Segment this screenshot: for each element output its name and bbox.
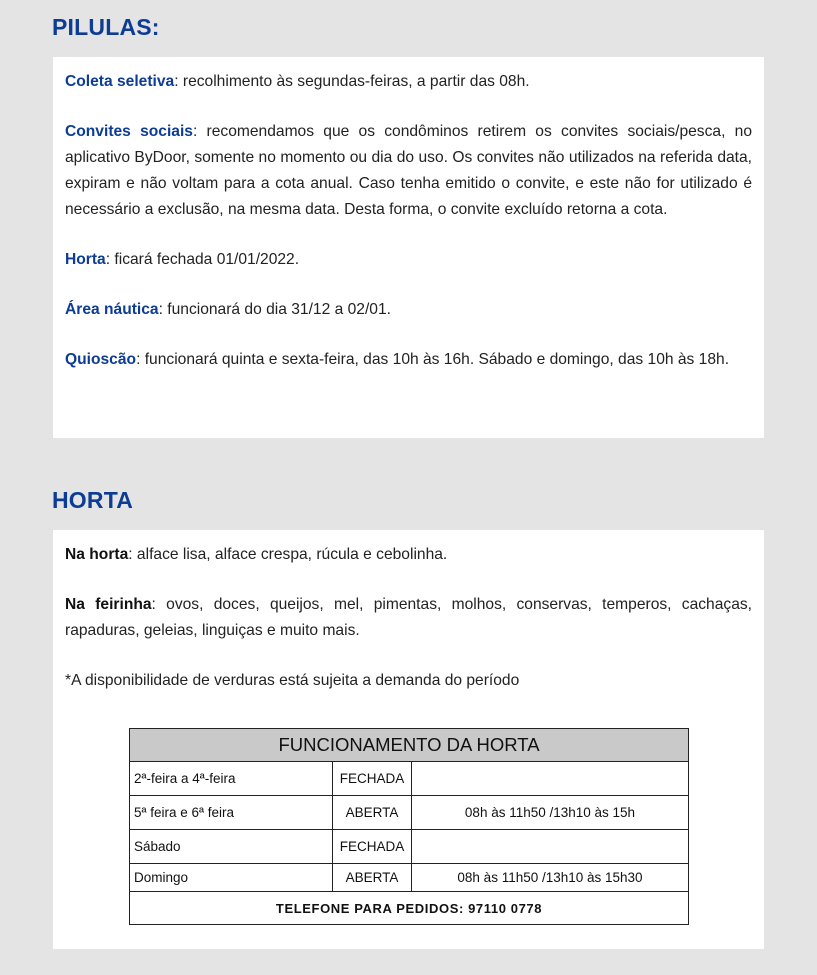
pilula-text: : recomendamos que os condôminos retirem os convites sociais/pesca, no aplicativo ByDoor, somente no momento ou dia do uso. Os convites não utilizados na referida data, expiram e não voltam para a cota anual. Caso tenha emitido o convite, e este não for utilizado é necessário a exclusão, na mesma data. Desta forma, o convite excluído retorna a cota.: [65, 123, 752, 218]
phone-orders: TELEFONE PARA PEDIDOS: 97110 0778: [130, 892, 689, 925]
pilula-label: Coleta seletiva: [65, 73, 175, 90]
table-cell-status: ABERTA: [333, 864, 412, 892]
horta-text: : ovos, doces, queijos, mel, pimentas, molhos, conservas, temperos, cachaças, rapaduras, geleias, linguiças e muito mais.: [65, 596, 752, 639]
horta-na-horta: [65, 542, 752, 568]
table-cell-status: FECHADA: [333, 762, 412, 796]
horta-title: HORTA: [52, 487, 134, 513]
pilula-text: : funcionará quinta e sexta-feira, das 10h às 16h. Sábado e domingo, das 10h às 18h.: [136, 351, 730, 368]
pilula-area-nautica: [65, 297, 752, 323]
horta-label: Na horta: [65, 546, 129, 563]
horta-label: Na feirinha: [65, 596, 152, 613]
table-cell-hours: 08h às 11h50 /13h10 às 15h30: [412, 864, 689, 892]
pilula-text: : recolhimento às segundas-feiras, a partir das 08h.: [174, 73, 530, 90]
pilula-label: Quioscão: [65, 351, 137, 368]
pilula-coleta-seletiva: [65, 69, 752, 95]
table-header-row: [130, 729, 689, 762]
table-cell-day: Domingo: [130, 864, 333, 892]
pilula-text: : ficará fechada 01/01/2022.: [105, 251, 300, 268]
pilula-text: : funcionará do dia 31/12 a 02/01.: [158, 301, 391, 318]
table-row: [130, 830, 689, 864]
table-cell-status: ABERTA: [333, 796, 412, 830]
table-cell-hours: [412, 762, 689, 796]
pilulas-card: [53, 57, 764, 438]
pilula-convites-sociais: [65, 119, 752, 223]
pilula-horta: [65, 247, 752, 273]
table-cell-status: FECHADA: [333, 830, 412, 864]
table-cell-day: Sábado: [130, 830, 333, 864]
table-phone-row: [130, 892, 689, 925]
pilula-label: Área náutica: [65, 301, 159, 318]
table-cell-day: 2ª-feira a 4ª-feira: [130, 762, 333, 796]
pilulas-title: PILULAS:: [52, 14, 160, 40]
horta-text: : alface lisa, alface crespa, rúcula e cebolinha.: [128, 546, 448, 563]
pilula-quioscao: [65, 347, 752, 373]
horta-note: *A disponibilidade de verduras está sujeita a demanda do período: [65, 672, 520, 689]
horta-card: [53, 530, 764, 949]
table-row: [130, 796, 689, 830]
pilula-label: Convites sociais: [65, 123, 193, 140]
horta-schedule-table: [129, 728, 689, 925]
table-cell-day: 5ª feira e 6ª feira: [130, 796, 333, 830]
table-row: [130, 864, 689, 892]
table-cell-hours: [412, 830, 689, 864]
table-cell-hours: 08h às 11h50 /13h10 às 15h: [412, 796, 689, 830]
horta-na-feirinha: [65, 592, 752, 644]
table-header: FUNCIONAMENTO DA HORTA: [130, 729, 689, 762]
table-row: [130, 762, 689, 796]
pilula-label: Horta: [65, 251, 106, 268]
